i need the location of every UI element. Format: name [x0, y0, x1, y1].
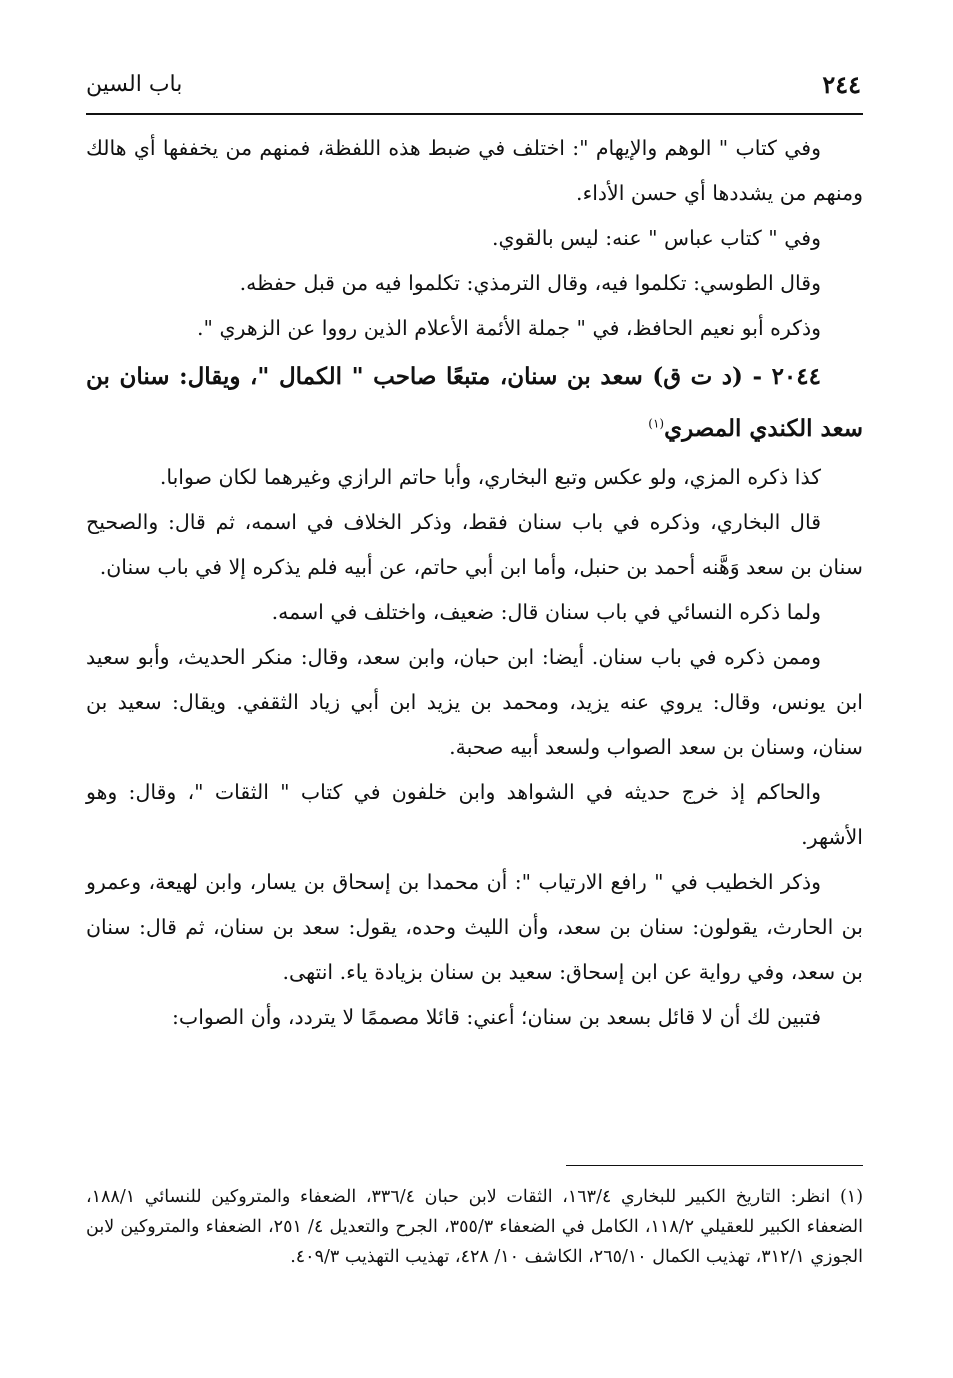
entry-heading	[86, 351, 863, 455]
paragraph: ولما ذكره النسائي في باب سنان قال: ضعيف، واختلف في اسمه.	[271, 600, 821, 624]
paragraph: قال البخاري، وذكره في باب سنان فقط، وذكر الخلاف في اسمه، ثم قال: والصحيح سنان بن سعد وَهَّنه أحمد بن حنبل، وأما ابن أبي حاتم، عن أبيه فلم يذكره إلا في باب سنان.	[86, 510, 863, 579]
footnotes	[86, 1182, 863, 1272]
footnote: (١) انظر: التاريخ الكبير للبخاري ١٦٣/٤، الثقات لابن حبان ٣٣٦/٤، الضعفاء والمتروكين للنسائي ١٨٨/١، الضعفاء الكبير للعقيلي ١١٨/٢، الكامل في الضعفاء ٣٥٥/٣، الجرح والتعديل ٤/ ٢٥١، الضعفاء والمتروكين لابن الجوزي ٣١٢/١، تهذيب الكمال ٢٦٥/١٠، الكاشف ١٠/ ٤٢٨، تهذيب التهذيب ٤٠٩/٣.	[86, 1187, 864, 1267]
page-number: ٢٤٤	[822, 70, 861, 99]
footnote-rule	[566, 1165, 863, 1166]
paragraph: والحاكم إذ خرج حديثه في الشواهد وابن خلفون في كتاب " الثقات "، وقال: وهو الأشهر.	[86, 780, 863, 849]
header-rule	[86, 113, 863, 115]
paragraph: وممن ذكره في باب سنان. أيضا: ابن حبان، وابن سعد، وقال: منكر الحديث، وأبو سعيد ابن يونس، وقال: يروي عنه يزيد، ومحمد بن يزيد ابن أبي زياد الثقفي. ويقال: سعيد بن سنان، وسنان بن سعد الصواب ولسعد أبيه صحبة.	[86, 645, 863, 759]
page-header	[86, 66, 861, 110]
running-title: باب السين	[86, 72, 183, 97]
entry-heading-text: ٢٠٤٤ - (د ت ق) سعد بن سنان، متبعًا صاحب " الكمال "، ويقال: سنان بن سعد الكندي المصري	[86, 363, 863, 442]
main-text	[86, 126, 863, 1040]
paragraph: وفي " كتاب عباس " عنه: ليس بالقوي.	[491, 226, 821, 250]
footnote-marker: (١)	[648, 416, 665, 431]
paragraph: كذا ذكره المزي، ولو عكس وتبع البخاري، وأبا حاتم الرازي وغيرهما لكان صوابا.	[159, 465, 821, 489]
paragraph: فتبين لك أن لا قائل بسعد بن سنان؛ أعني: قائلا مصممًا لا يتردد، وأن الصواب:	[172, 1005, 821, 1029]
paragraph: وقال الطوسي: تكلموا فيه، وقال الترمذي: تكلموا فيه من قبل حفظه.	[239, 271, 821, 295]
paragraph: وذكر الخطيب في " رافع الارتياب ": أن محمدا بن إسحاق بن يسار، وابن لهيعة، وعمرو بن الحارث، يقولون: سنان بن سعد، وأن الليث وحده، يقول: سعد بن سنان، ثم قال: سنان بن سعد، وفي رواية عن ابن إسحاق: سعيد بن سنان بزيادة ياء. انتهى.	[86, 870, 863, 984]
paragraph: وذكره أبو نعيم الحافظ، في " جملة الأئمة الأعلام الذين رووا عن الزهري ".	[197, 316, 821, 340]
paragraph: وفي كتاب " الوهم والإيهام ": اختلف في ضبط هذه اللفظة، فمنهم من يخففها أي هالك ومنهم من يشددها أي حسن الأداء.	[86, 136, 863, 205]
